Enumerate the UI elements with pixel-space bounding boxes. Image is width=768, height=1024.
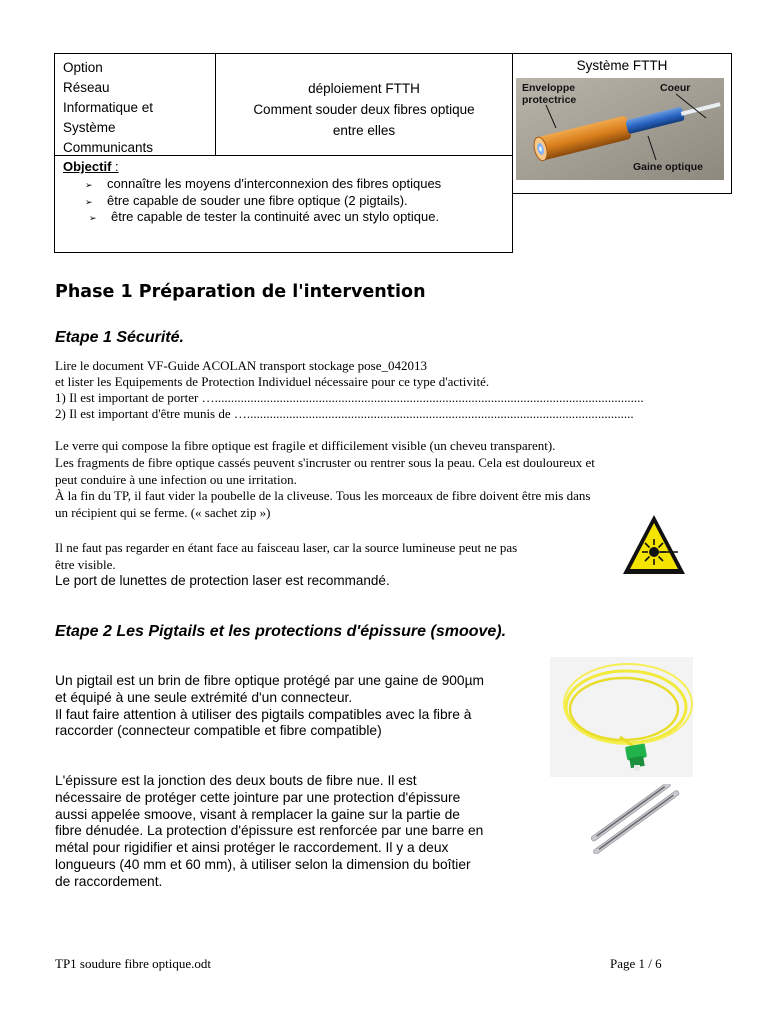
pigtail-line: et équipé à une seule extrémité d'un connecteur. bbox=[55, 689, 353, 705]
pigtail-paragraph bbox=[55, 673, 484, 740]
footer-filename: TP1 soudure fibre optique.odt bbox=[55, 956, 211, 971]
pigtail-line: Il faut faire attention à utiliser des pigtails compatibles avec la fibre à bbox=[55, 706, 472, 722]
option-line: Réseau bbox=[63, 80, 110, 95]
splice-line: fibre dénudée. La protection d'épissure est renforcée par une barre en bbox=[55, 823, 484, 839]
laser-line: Il ne faut pas regarder en étant face au faisceau laser, car la source lumineuse peut ne pas bbox=[55, 540, 518, 555]
title-line: déploiement FTTH bbox=[308, 81, 420, 96]
splice-protection-image bbox=[580, 784, 690, 854]
list-item bbox=[85, 209, 441, 226]
glass-line: un récipient qui se ferme. (« sachet zip ») bbox=[55, 505, 271, 521]
fill-dots: .................................................................................................................................... bbox=[214, 390, 644, 405]
fill-dots: ....................................................................................................................... bbox=[246, 406, 634, 421]
splice-paragraph bbox=[55, 773, 483, 891]
splice-line: métal pour rigidifier et ainsi protéger le raccordement. Il y a deux bbox=[55, 840, 449, 856]
objective-item-text: être capable de tester la continuité avec un stylo optique. bbox=[111, 209, 440, 224]
option-line: Option bbox=[63, 60, 103, 75]
laser-warning-icon bbox=[620, 512, 688, 578]
glass-line: peut conduire à une infection ou une irritation. bbox=[55, 471, 297, 487]
splice-line: aussi appelée smoove, visant à remplacer la gaine sur la partie de bbox=[55, 806, 460, 822]
objective-colon: : bbox=[111, 159, 119, 174]
phase-title: Phase 1 Préparation de l'intervention bbox=[55, 282, 426, 302]
pigtail-line: raccorder (connecteur compatible et fibre compatible) bbox=[55, 723, 382, 739]
objective-cell bbox=[54, 155, 513, 253]
arrow-bullet-icon: ➢ bbox=[89, 214, 97, 224]
fill-line-1 bbox=[55, 390, 711, 406]
label-envelope-2: protectrice bbox=[522, 94, 577, 106]
title-line: entre elles bbox=[332, 123, 396, 138]
option-line: Informatique et bbox=[63, 100, 154, 115]
splice-line: longueurs (40 mm et 60 mm), à utiliser selon la dimension du boîtier bbox=[55, 856, 471, 872]
doc-line: Lire le document VF-Guide ACOLAN transport stockage pose_042013 bbox=[55, 358, 427, 373]
goggles-line: Le port de lunettes de protection laser est recommandé. bbox=[55, 573, 390, 588]
label-sheath: Gaine optique bbox=[633, 161, 704, 173]
glass-line: Les fragments de fibre optique cassés peuvent s'incruster ou rentrer sous la peau. Cela est douloureux et bbox=[55, 454, 595, 470]
glass-line: Le verre qui compose la fibre optique est fragile et difficilement visible (un cheveu transparent). bbox=[55, 438, 556, 453]
pigtail-line: Un pigtail est un brin de fibre optique protégé par une gaine de 900µm bbox=[55, 673, 485, 688]
option-cell bbox=[54, 53, 216, 156]
objective-item-text: être capable de souder une fibre optique (2 pigtails). bbox=[107, 192, 408, 208]
doc-line: et lister les Equipements de Protection Individuel nécessaire pour ce type d'activité. bbox=[55, 374, 490, 389]
arrow-bullet-icon: ➢ bbox=[85, 197, 93, 208]
footer-page-number: Page 1 / 6 bbox=[610, 956, 662, 971]
laser-paragraph bbox=[55, 540, 517, 573]
splice-line: nécessaire de protéger cette jointure par une protection d'épissure bbox=[55, 789, 461, 805]
fiber-structure-diagram bbox=[516, 78, 724, 180]
splice-line: L'épissure est la jonction des deux bouts de fibre nue. Il est bbox=[55, 773, 417, 788]
laser-line: être visible. bbox=[55, 556, 116, 572]
arrow-bullet-icon: ➢ bbox=[85, 181, 93, 191]
splice-line: de raccordement. bbox=[55, 873, 163, 889]
glass-line: À la fin du TP, il faut vider la poubelle de la cliveuse. Tous les morceaux de fibre doivent être mis dans bbox=[55, 488, 591, 504]
objective-label: Objectif bbox=[63, 159, 112, 174]
step1-title: Etape 1 Sécurité. bbox=[55, 329, 184, 346]
pigtail-image bbox=[550, 657, 693, 777]
document-title-cell bbox=[215, 53, 513, 156]
glass-paragraph bbox=[55, 438, 595, 522]
option-line: Système bbox=[63, 120, 116, 135]
list-item bbox=[85, 193, 441, 210]
fill-prefix: 1) Il est important de porter … bbox=[55, 390, 215, 405]
step2-title: Etape 2 Les Pigtails et les protections d'épissure (smoove). bbox=[55, 623, 507, 640]
fill-prefix: 2) Il est important d'être munis de … bbox=[55, 406, 247, 421]
objective-heading bbox=[63, 159, 119, 174]
label-envelope-1: Enveloppe bbox=[522, 82, 576, 94]
fill-line-2 bbox=[55, 406, 711, 422]
label-core: Coeur bbox=[660, 82, 691, 94]
objective-item-text: connaître les moyens d'interconnexion des fibres optiques bbox=[107, 176, 442, 191]
list-item bbox=[85, 176, 441, 193]
option-line: Communicants bbox=[63, 140, 154, 155]
title-line: Comment souder deux fibres optique bbox=[253, 102, 475, 117]
system-caption: Système FTTH bbox=[576, 58, 668, 73]
